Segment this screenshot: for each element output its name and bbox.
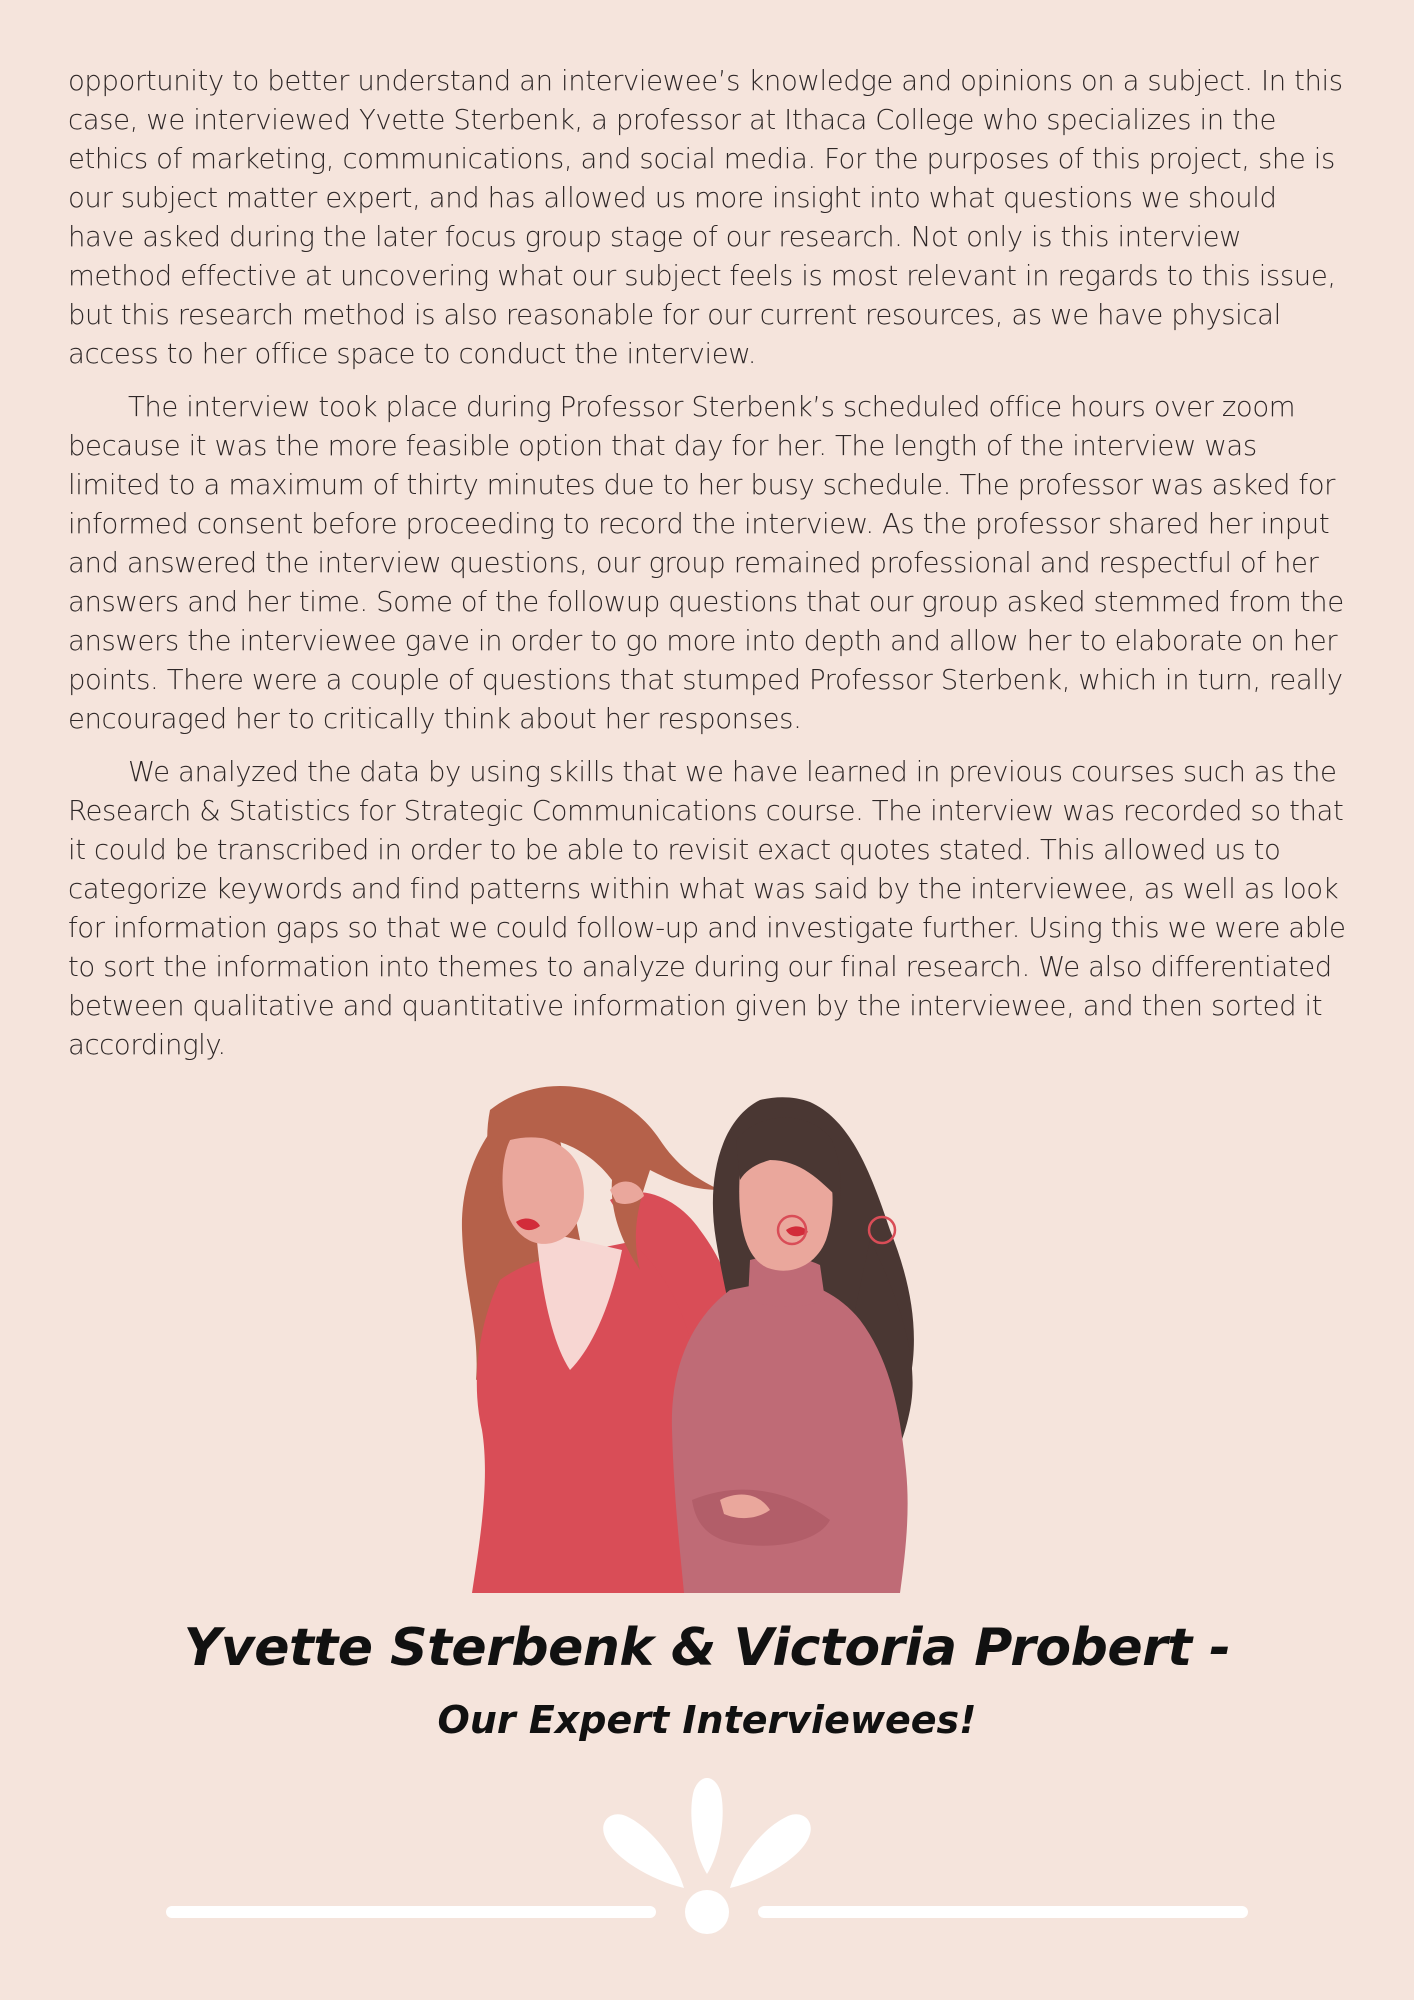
paragraph-1: opportunity to better understand an interviewee’s knowledge and opinions on a subject. In this case, we interviewed Yvette Sterbenk, a professor at Ithaca College who specializes in the ethics of marketing, communications, and social media. For the purposes of this project, she is our subject matter expert, and has allowed us more insight into what questions we should have asked during the later focus group stage of our research. Not only is this interview method effective at uncovering what our subject feels is most relevant in regards to this issue, but this research method is also reasonable for our current resources, as we have physical access to her office space to conduct the interview. [68, 65, 1343, 370]
paragraph-2: The interview took place during Professor Sterbenk’s scheduled office hours over zoom because it was the more feasible option that day for her. The length of the interview was limited to a maximum of thirty minutes due to her busy schedule. The professor was asked for informed consent before proceeding to record the interview. As the professor shared her input and answered the interview questions, our group remained professional and respectful of her answers and her time. Some of the followup questions that our group asked stemmed from the answers the interviewee gave in order to go more into depth and allow her to elaborate on her points. There were a couple of questions that stumped Professor Sterbenk, which in turn, really encouraged her to critically think about her responses. [68, 391, 1344, 735]
caption-subtitle: Our Expert Interviewees! [437, 1698, 977, 1742]
paragraph-3: We analyzed the data by using skills that we have learned in previous courses such as the Research & Statistics for Strategic Communications course. The interview was recorded so that it could be transcribed in order to be able to revisit exact quotes stated. This allowed us to categorize keywords and find patterns within what was said by the interviewee, as well as look for information gaps so that we could follow-up and investigate further. Using this we were able to sort the information into themes to analyze during our final research. We also differentiated between qualitative and quantitative information given by the interviewee, and then sorted it accordingly. [68, 756, 1346, 1061]
two-women-illustration-icon [440, 1080, 980, 1600]
caption-title: Yvette Sterbenk & Victoria Probert - [183, 1618, 1231, 1678]
body-text [68, 62, 1348, 1079]
burst-divider-ornament-icon [160, 1770, 1254, 1940]
